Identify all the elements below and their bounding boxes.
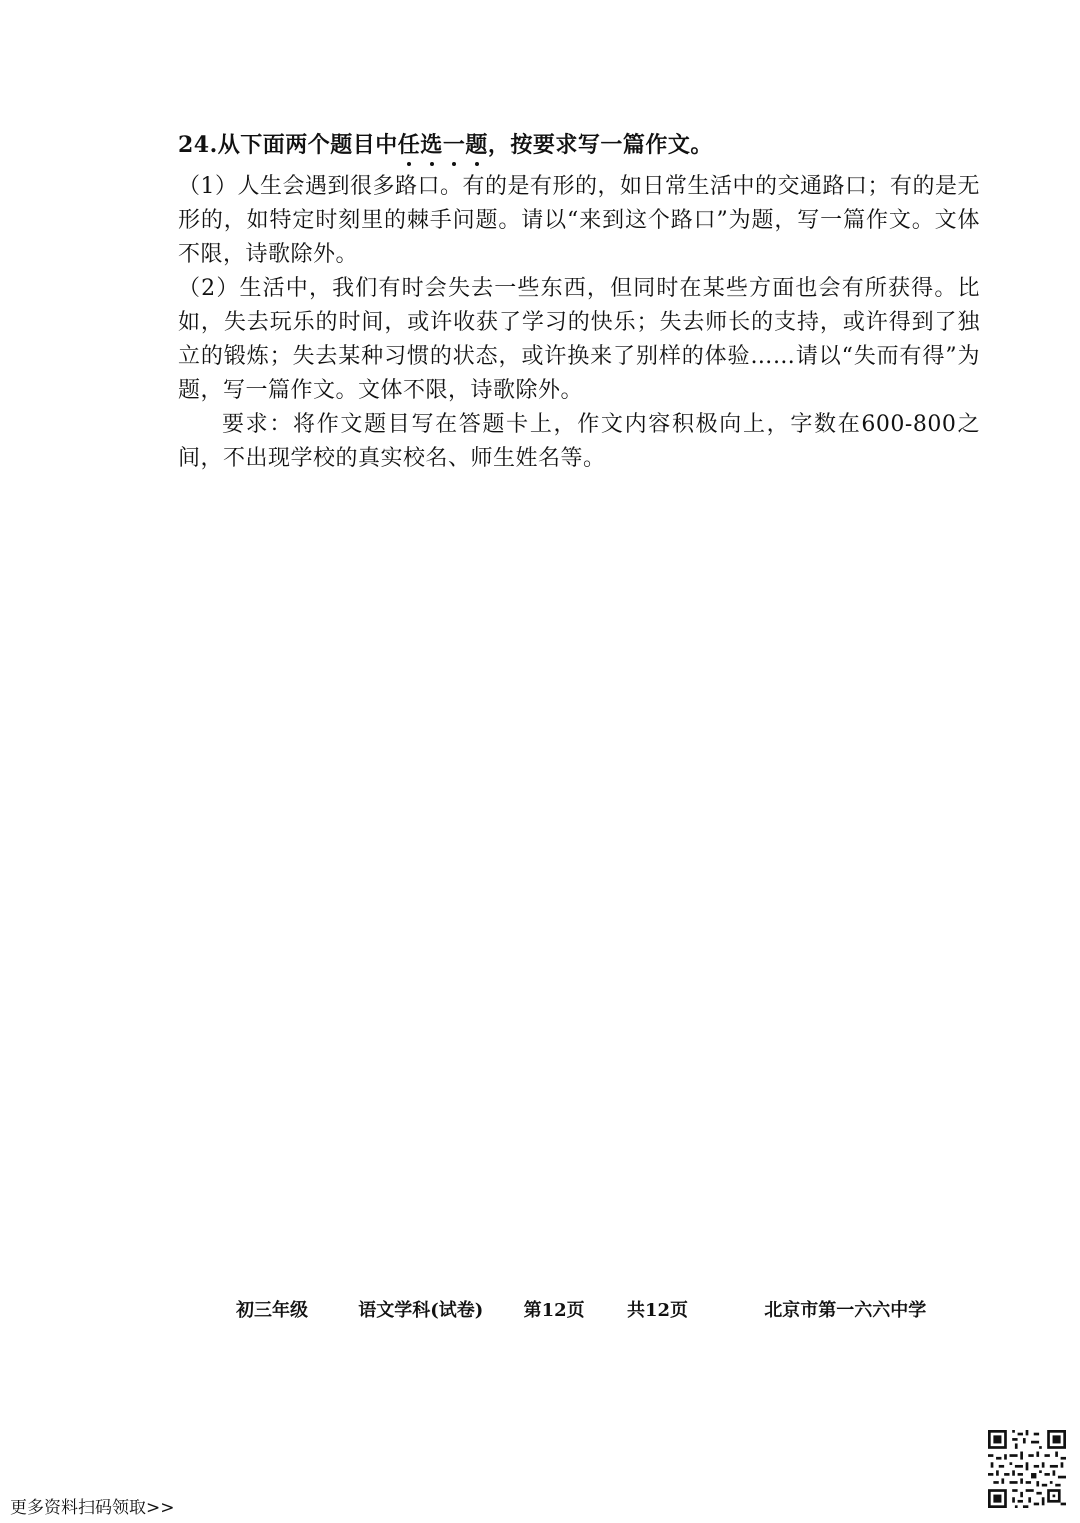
bottom-note[interactable]: 更多资料扫码领取>> <box>10 1498 175 1518</box>
emphasis-char-2: 选 <box>420 128 443 162</box>
requirement: 要求：将作文题目写在答题卡上，作文内容积极向上，字数在600-800之间，不出现学校的真实校名、师生姓名等。 <box>178 412 980 471</box>
footer-page: 第12页 <box>523 1300 585 1321</box>
emphasis-char-3: 一 <box>443 128 466 162</box>
page-footer <box>236 1296 926 1322</box>
footer-grade: 初三年级 <box>236 1300 308 1321</box>
question-title-suffix: ，按要求写一篇作文。 <box>487 132 713 158</box>
footer-school: 北京市第一六六中学 <box>764 1300 927 1321</box>
exam-content <box>178 128 980 476</box>
question-title-prefix: 24.从下面两个题目中 <box>178 132 398 158</box>
emphasis-char-4: 题 <box>465 128 488 162</box>
question-title <box>178 128 980 162</box>
option-1: （1）人生会遇到很多路口。有的是有形的，如日常生活中的交通路口；有的是无形的，如特定时刻里的棘手问题。请以“来到这个路口”为题，写一篇作文。文体不限，诗歌除外。 <box>178 174 980 267</box>
option-2: （2）生活中，我们有时会失去一些东西，但同时在某些方面也会有所获得。比如，失去玩乐的时间，或许收获了学习的快乐；失去师长的支持，或许得到了独立的锻炼；失去某种习惯的状态，或许换来了别样的体验……请以“失而有得”为题，写一篇作文。文体不限，诗歌除外。 <box>178 276 980 403</box>
footer-total: 共12页 <box>626 1300 689 1321</box>
qr-code-icon[interactable] <box>988 1430 1066 1508</box>
footer-subject: 语文学科(试卷) <box>358 1300 484 1321</box>
emphasis-char-1: 任 <box>398 128 421 162</box>
